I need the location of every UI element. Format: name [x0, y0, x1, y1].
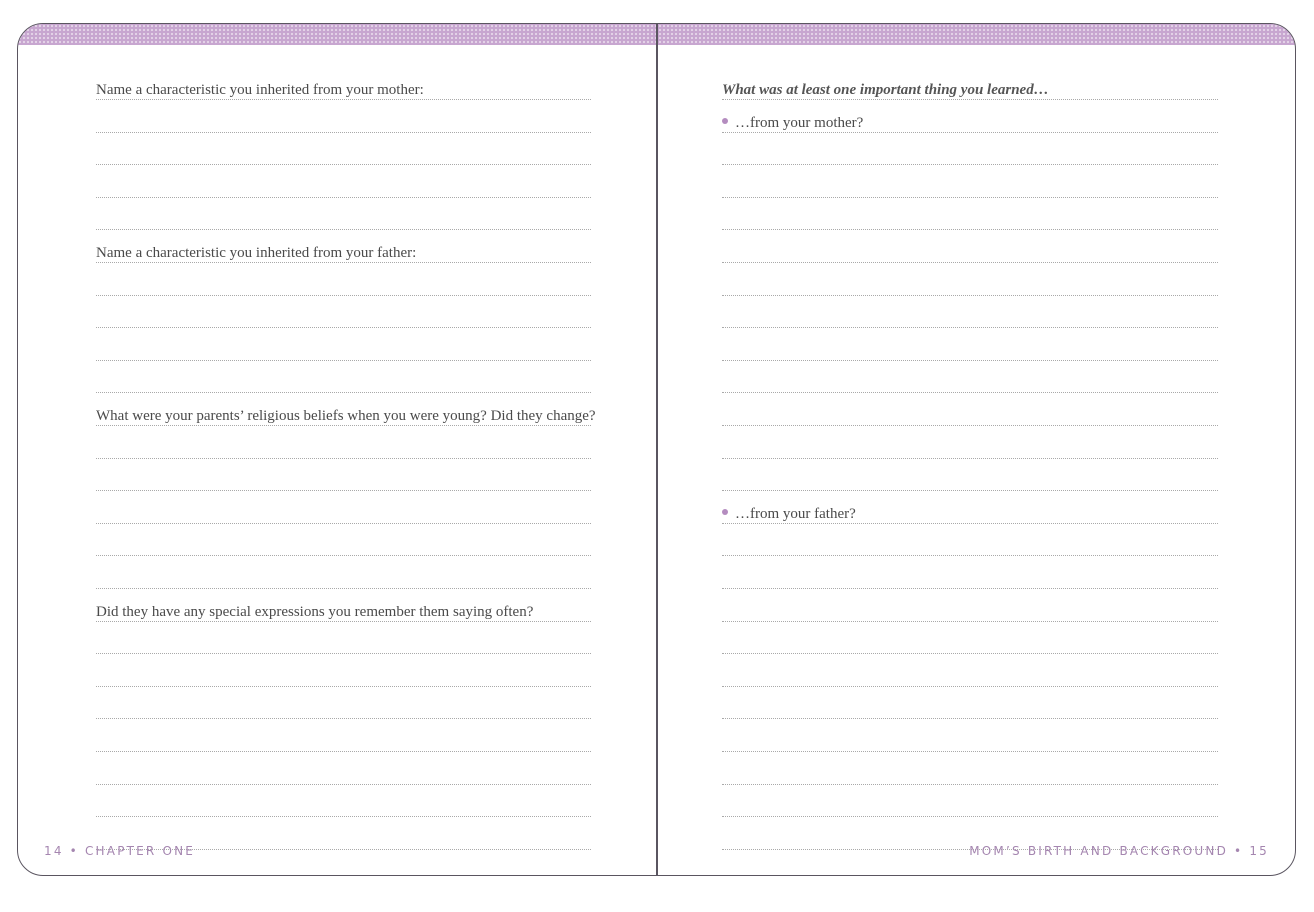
writing-line	[722, 262, 1218, 263]
writing-line	[96, 621, 591, 622]
writing-line	[722, 621, 1218, 622]
writing-line	[722, 555, 1218, 556]
bullet-from-father	[722, 505, 856, 523]
writing-line	[96, 295, 591, 296]
writing-line	[722, 490, 1218, 491]
bullet-dot-icon	[722, 509, 728, 515]
writing-line	[722, 132, 1218, 133]
writing-line	[722, 686, 1218, 687]
writing-line	[722, 197, 1218, 198]
bullet-from-mother	[722, 114, 863, 132]
writing-line	[722, 229, 1218, 230]
writing-line	[96, 132, 591, 133]
prompt-inherited-father: Name a characteristic you inherited from your father:	[96, 245, 417, 261]
writing-line	[96, 588, 591, 589]
writing-line	[96, 164, 591, 165]
writing-line	[722, 327, 1218, 328]
writing-line	[96, 490, 591, 491]
writing-line	[96, 392, 591, 393]
writing-line	[96, 653, 591, 654]
writing-line	[96, 718, 591, 719]
writing-line	[96, 197, 591, 198]
left-page	[96, 24, 596, 875]
writing-line	[96, 99, 591, 100]
writing-line	[96, 327, 591, 328]
footer-left-page-number: 14 • CHAPTER ONE	[44, 844, 196, 858]
book-spread	[17, 23, 1296, 876]
writing-line	[722, 718, 1218, 719]
prompt-inherited-mother: Name a characteristic you inherited from your mother:	[96, 82, 424, 98]
writing-line	[96, 262, 591, 263]
writing-line	[722, 784, 1218, 785]
writing-line	[722, 392, 1218, 393]
right-heading: What was at least one important thing you learned…	[722, 82, 1049, 98]
right-page	[722, 24, 1218, 875]
writing-line	[722, 360, 1218, 361]
writing-line	[96, 360, 591, 361]
writing-line	[722, 751, 1218, 752]
writing-line	[96, 555, 591, 556]
bullet-from-father-label: …from your father?	[735, 506, 856, 522]
writing-line	[722, 588, 1218, 589]
writing-line	[722, 164, 1218, 165]
writing-line	[722, 653, 1218, 654]
writing-line	[96, 686, 591, 687]
writing-line	[96, 458, 591, 459]
footer-right-page-number: MOM’S BIRTH AND BACKGROUND • 15	[969, 844, 1269, 858]
book-spine	[656, 24, 658, 875]
writing-line	[96, 523, 591, 524]
prompt-religious-beliefs: What were your parents’ religious beliefs when you were young? Did they change?	[96, 408, 596, 424]
writing-line	[722, 295, 1218, 296]
writing-line	[96, 229, 591, 230]
writing-line	[722, 523, 1218, 524]
writing-line	[722, 458, 1218, 459]
writing-line	[722, 99, 1218, 100]
bullet-dot-icon	[722, 118, 728, 124]
prompt-special-expressions: Did they have any special expressions you remember them saying often?	[96, 604, 534, 620]
writing-line	[722, 425, 1218, 426]
writing-line	[96, 751, 591, 752]
writing-line	[96, 816, 591, 817]
bullet-from-mother-label: …from your mother?	[735, 115, 864, 131]
writing-line	[96, 784, 591, 785]
writing-line	[96, 425, 591, 426]
writing-line	[722, 816, 1218, 817]
